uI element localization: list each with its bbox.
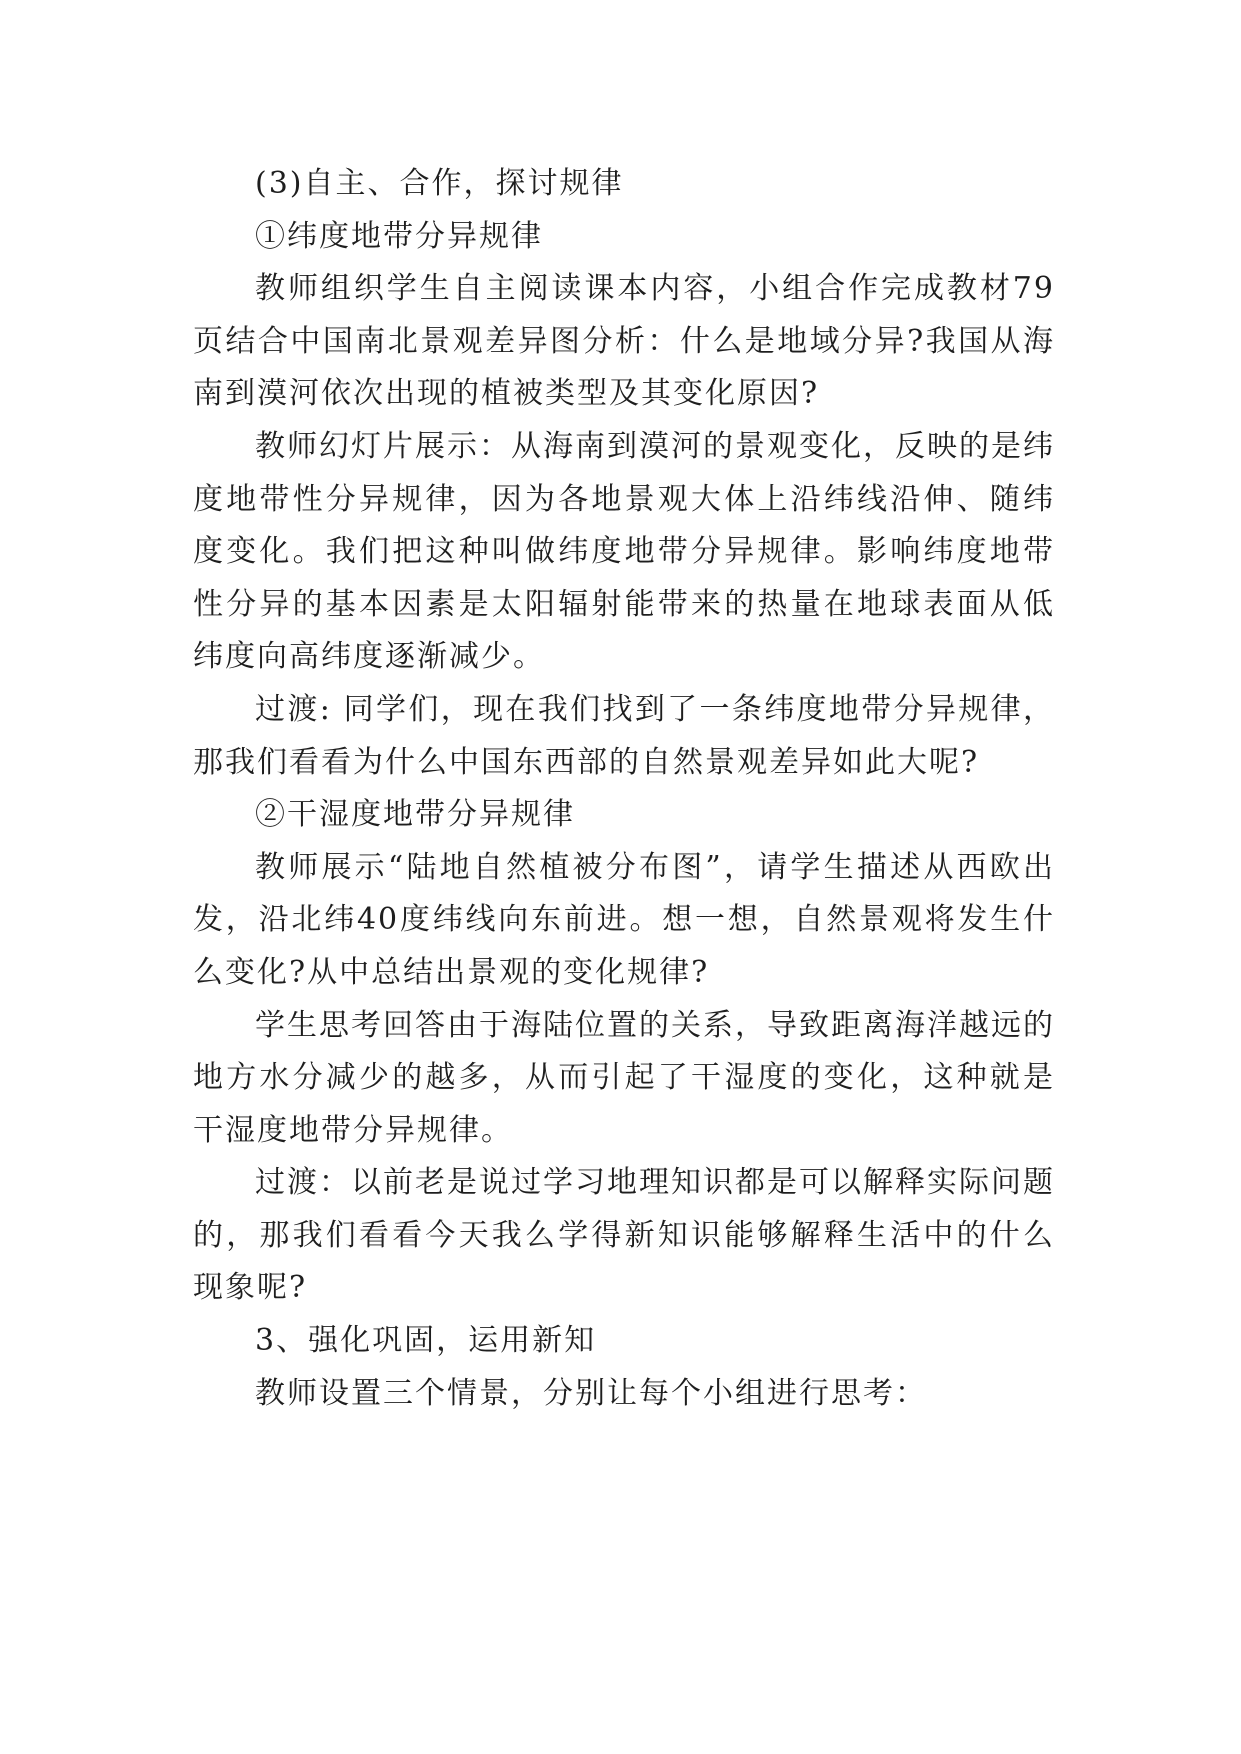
subheading-humidity-rule: ②干湿度地带分异规律 — [255, 797, 575, 833]
subheading-latitudinal-rule: ①纬度地带分异规律 — [255, 218, 543, 254]
paragraph-teacher-map: 教师展示“陆地自然植被分布图”，请学生描述从西欧出发，沿北纬40度纬线向东前进。想一想，自然景观将发生什么变化?从中总结出景观的变化规律? — [193, 849, 1055, 990]
paragraph-scenarios: 教师设置三个情景，分别让每个小组进行思考： — [255, 1375, 927, 1411]
section-heading-3: (3)自主、合作，探讨规律 — [255, 166, 624, 201]
paragraph-student-answer: 学生思考回答由于海陆位置的关系，导致距离海洋越远的地方水分减少的越多，从而引起了干湿度的变化，这种就是干湿度地带分异规律。 — [193, 1007, 1055, 1148]
paragraph-teacher-reading: 教师组织学生自主阅读课本内容，小组合作完成教材79页结合中国南北景观差异图分析：什么是地域分异?我国从海南到漠河依次出现的植被类型及其变化原因? — [193, 271, 1055, 412]
paragraph-transition-1: 过渡: 同学们，现在我们找到了一条纬度地带分异规律，那我们看看为什么中国东西部的自然景观差异如此大呢? — [193, 691, 1055, 780]
paragraph-transition-2: 过渡：以前老是说过学习地理知识都是可以解释实际问题的，那我们看看今天我么学得新知识能够解释生活中的什么现象呢? — [193, 1165, 1055, 1306]
document-body — [193, 158, 1055, 1420]
section-heading-consolidate: 3、强化巩固，运用新知 — [255, 1323, 597, 1359]
paragraph-teacher-slides: 教师幻灯片展示：从海南到漠河的景观变化，反映的是纬度地带性分异规律，因为各地景观大体上沿纬线沿伸、随纬度变化。我们把这种叫做纬度地带分异规律。影响纬度地带性分异的基本因素是太阳辐射能带来的热量在地球表面从低纬度向高纬度逐渐减少。 — [193, 428, 1055, 675]
